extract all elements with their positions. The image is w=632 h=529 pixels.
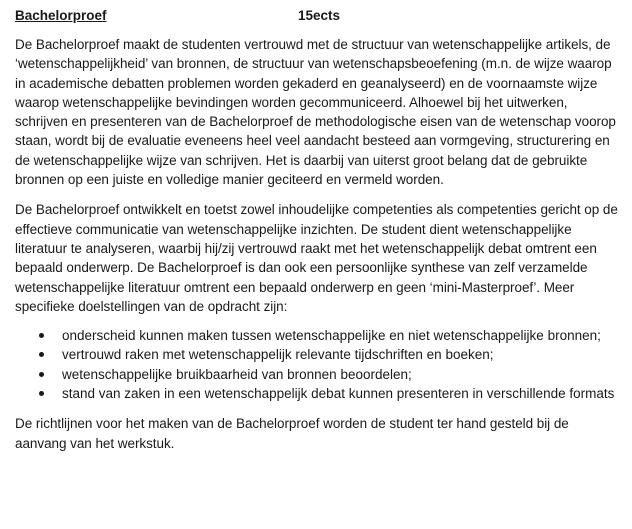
document-header [15, 6, 618, 28]
objective-text: stand van zaken in een wetenschappelijk debat kunnen presenteren in verschillende formats [62, 386, 615, 402]
bullet-icon [39, 333, 44, 338]
credits-label: 15ects [298, 8, 341, 23]
bullet-icon [39, 372, 44, 377]
objective-text: vertrouwd raken met wetenschappelijk relevante tijdschriften en boeken; [62, 347, 494, 363]
intro-paragraph: De Bachelorproef maakt de studenten vertrouwd met de structuur van wetenschappelijke artikels, de ‘wetenschappelijkheid’ van bronnen, de structuur van wetenschapsbeoefening (m.n. de wijze waarop in academische debatten problemen worden gekaderd en geanalyseerd) en de voornaamste wijze waarop wetenschappelijke bevindingen worden gecommuniceerd. Alhoewel bij het uitwerken, schrijven en presenteren van de Bachelorproef de methodologische eisen van de wetenschap voorop staan, wordt bij de evaluatie eveneens heel veel aandacht besteed aan vormgeving, structurering en de wetenschappelijke wijze van schrijven. Het is daarbij van uiterst groot belang dat de gebruikte bronnen op een juiste en volledige manier geciteerd en vermeld worden. [15, 37, 616, 188]
objective-text: wetenschappelijke bruikbaarheid van bronnen beoordelen; [62, 366, 412, 382]
objective-text: onderscheid kunnen maken tussen wetenschappelijke en niet wetenschappelijke bronnen; [62, 328, 601, 344]
bullet-icon [39, 352, 44, 357]
objective-item [15, 345, 618, 364]
document-title: Bachelorproef [15, 8, 107, 23]
objective-item [15, 365, 618, 384]
bullet-icon [39, 391, 44, 396]
objective-item [15, 384, 618, 403]
objective-item [15, 326, 618, 345]
objectives-list [15, 326, 618, 403]
competencies-paragraph: De Bachelorproef ontwikkelt en toetst zowel inhoudelijke competenties als competenties gericht op de effectieve communicatie van wetenschappelijke inzichten. De student dient wetenschappelijke literatuur te analyseren, waarbij hij/zij vertrouwd raakt met het wetenschappelijk debat omtrent een bepaald onderwerp. De Bachelorproef is dan ook een persoonlijke synthese van zelf verzamelde wetenschappelijke literatuur omtrent een bepaald onderwerp en geen ‘mini-Masterproef’. Meer specifieke doelstellingen van de opdracht zijn: [15, 202, 618, 314]
closing-paragraph: De richtlijnen voor het maken van de Bachelorproef worden de student ter hand gesteld bij de aanvang van het werkstuk. [15, 416, 569, 451]
